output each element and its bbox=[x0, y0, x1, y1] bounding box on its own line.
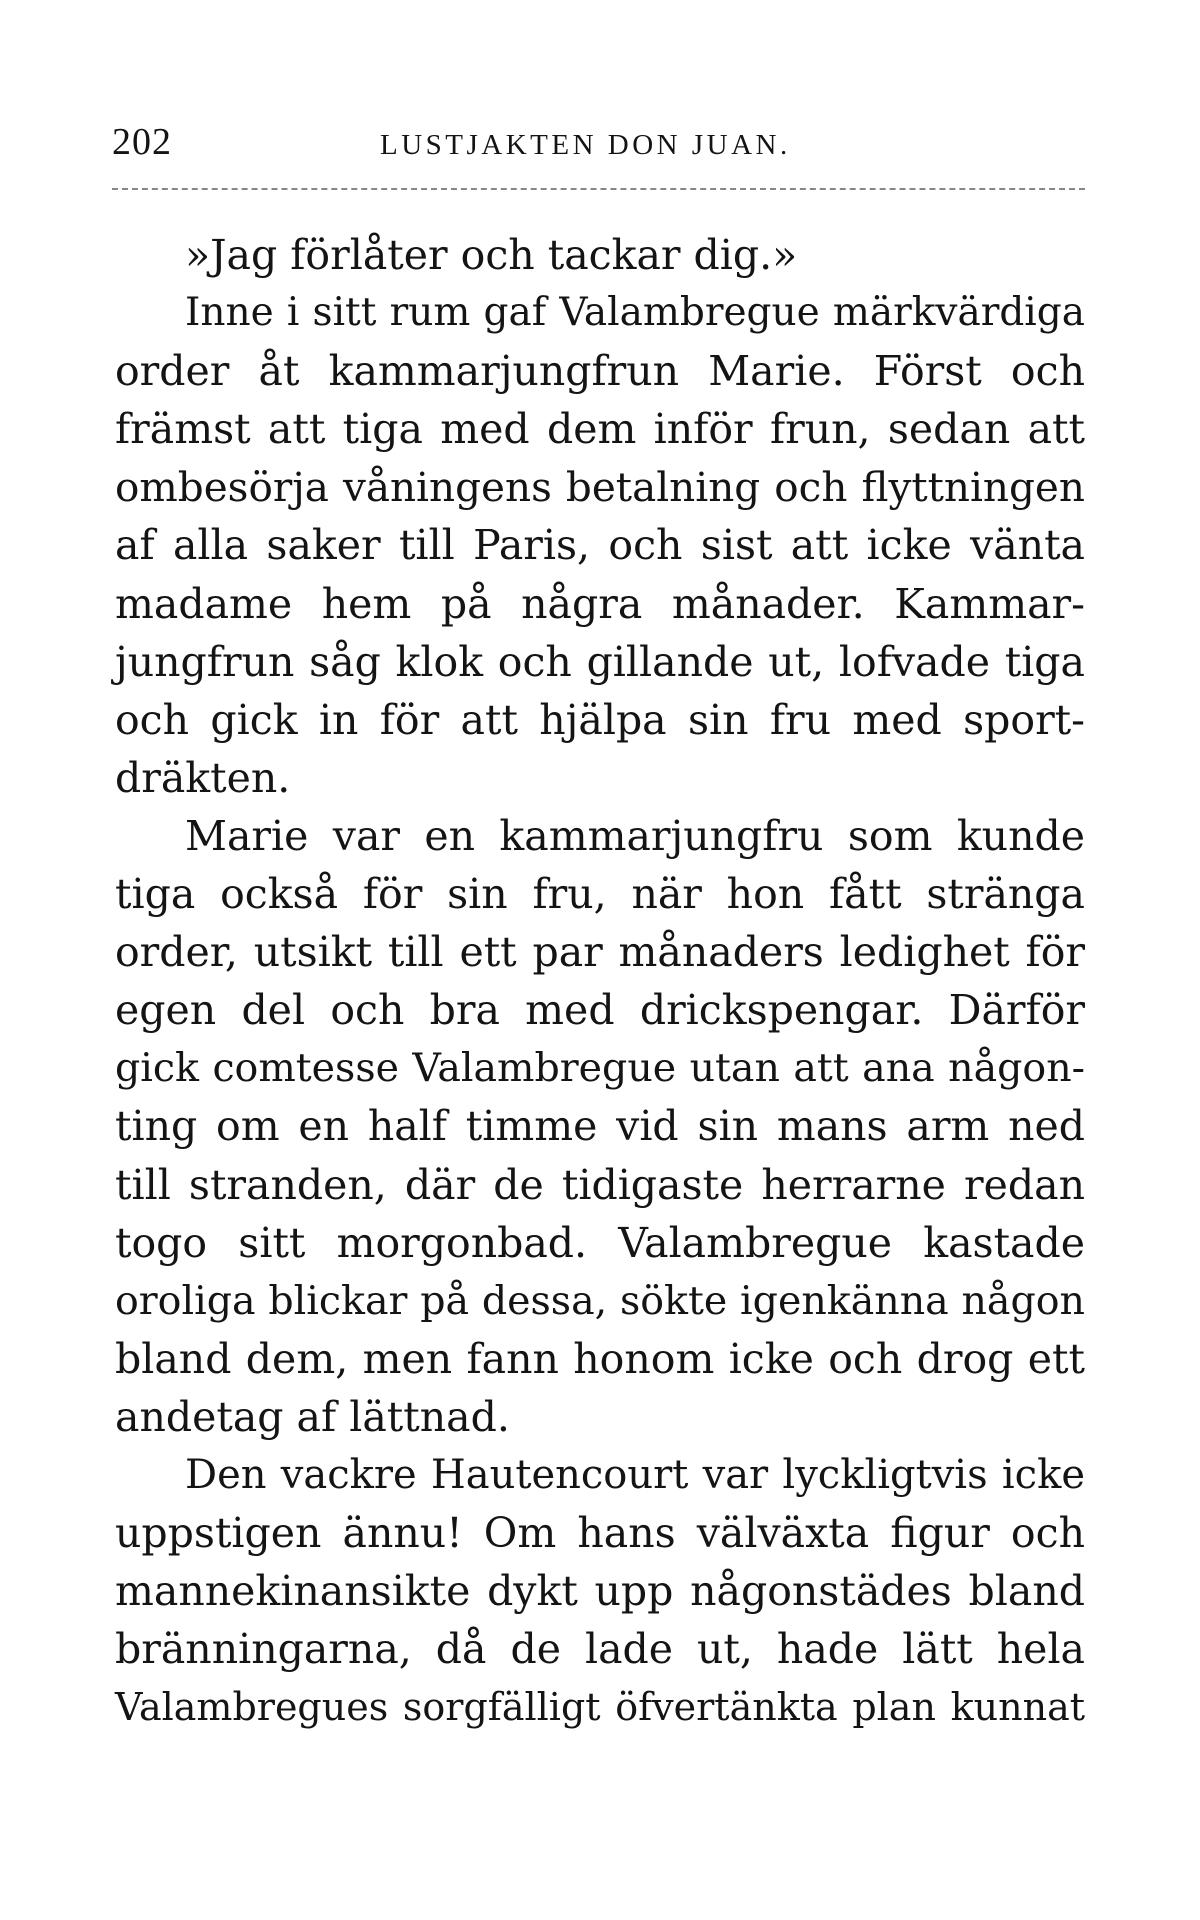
text-line: Valambregues sorgfälligt öfvertänkta plan kunnat bbox=[115, 1685, 1085, 1730]
text-line: togo sitt morgonbad. Valambregue kastade bbox=[115, 1218, 1085, 1267]
text-line: oroliga blickar på dessa, sökte igenkänna någon bbox=[115, 1277, 1085, 1324]
text-line: Marie var en kammarjungfru som kunde bbox=[185, 811, 1085, 860]
text-line: bland dem, men fann honom icke och drog ett bbox=[115, 1334, 1085, 1383]
text-line: bränningarna, då de lade ut, hade lätt hela bbox=[115, 1625, 1085, 1674]
text-line: dräkten. bbox=[115, 753, 291, 802]
text-line: och gick in för att hjälpa sin fru med sport- bbox=[115, 695, 1085, 744]
text-line: mannekinansikte dykt upp någonstädes bland bbox=[115, 1567, 1085, 1616]
text-line: Inne i sitt rum gaf Valambregue märkvärdiga bbox=[185, 290, 1085, 336]
text-line: Den vackre Hautencourt var lyckligtvis icke bbox=[185, 1451, 1085, 1498]
text-line: af alla saker till Paris, och sist att icke vänta bbox=[115, 521, 1085, 570]
page-number: 202 bbox=[112, 121, 172, 163]
header-rule bbox=[112, 188, 1085, 190]
running-title: LUSTJAKTEN DON JUAN. bbox=[380, 129, 791, 161]
text-line: egen del och bra med drickspengar. Därför bbox=[115, 986, 1085, 1035]
running-head bbox=[112, 116, 1085, 166]
text-line: andetag af lättnad. bbox=[115, 1392, 510, 1441]
text-line: gick comtesse Valambregue utan att ana någon- bbox=[115, 1045, 1085, 1092]
text-line: order åt kammarjungfrun Marie. Först och bbox=[115, 347, 1085, 396]
text-line: till stranden, där de tidigaste herrarne redan bbox=[115, 1160, 1085, 1209]
text-line: jungfrun såg klok och gillande ut, lofvade tiga bbox=[115, 637, 1085, 686]
text-line: order, utsikt till ett par månaders ledighet för bbox=[115, 928, 1085, 977]
text-line: madame hem på några månader. Kammar- bbox=[115, 579, 1085, 628]
text-line: främst att tiga med dem inför frun, sedan att bbox=[115, 405, 1085, 454]
text-line: ting om en half timme vid sin mans arm ned bbox=[115, 1102, 1085, 1151]
text-line: uppstigen ännu! Om hans välväxta figur och bbox=[115, 1509, 1085, 1558]
text-line: tiga också för sin fru, när hon fått stränga bbox=[115, 870, 1085, 919]
text-line: »Jag förlåter och tackar dig.» bbox=[185, 231, 798, 279]
body-text bbox=[115, 226, 1085, 1736]
text-line: ombesörja våningens betalning och flyttningen bbox=[115, 463, 1085, 512]
